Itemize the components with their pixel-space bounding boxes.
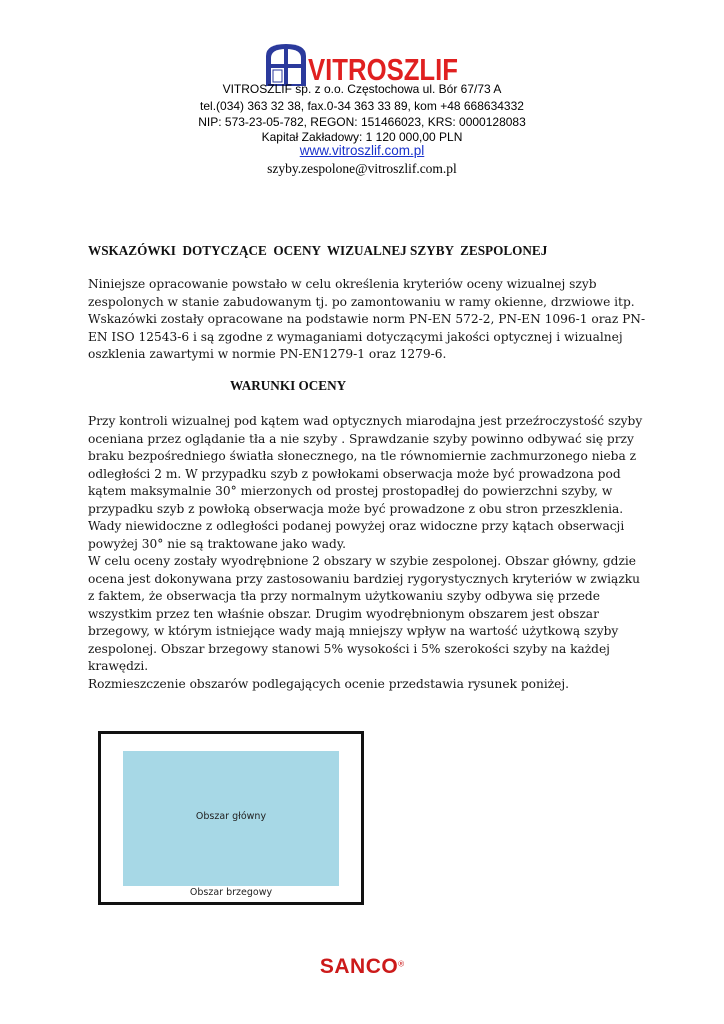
website-link[interactable]: www.vitroszlif.com.pl — [299, 143, 425, 158]
conditions-paragraph-2: W celu oceny zostały wyodrębnione 2 obszary w szybie zespolonej. Obszar główny, gdzie ocena jest dokonywana przy zastosowaniu bardziej rygorystycznych kryteriów w związku z faktem, że obserwacja tła przy normalnym użytkowaniu szyby odbywa się przede wszystkim przez ten właśnie obszar. Drugim wyodrębnionym obszarem jest obszar brzegowy, w którym istniejące wady mają mniejszy wpływ na wartość użytkową szyby zespolonej. Obszar brzegowy stanowi 5% wysokości i 5% szerokości szyby na każdej krawędzi. — [88, 554, 640, 673]
logo-wordmark: VITROSZLIF — [308, 52, 458, 87]
glass-pane-diagram — [98, 731, 364, 905]
edge-area-label: Obszar brzegowy — [189, 887, 273, 898]
window-icon — [266, 44, 306, 86]
conditions-paragraph-3: Rozmieszczenie obszarów podlegających ocenie przedstawia rysunek poniżej. — [88, 676, 570, 691]
email-address: szyby.zespolone@vitroszlif.com.pl — [267, 161, 457, 176]
sanco-logo — [0, 955, 724, 979]
company-registry: NIP: 573-23-05-782, REGON: 151466023, KRS: 0000128083 — [198, 115, 526, 129]
section-heading: WARUNKI OCENY — [230, 378, 347, 393]
registered-mark: ® — [398, 959, 405, 969]
sanco-wordmark: SANCO — [319, 955, 399, 978]
company-address: VITROSZLIF sp. z o.o. Częstochowa ul. Bór 67/73 A — [222, 82, 502, 96]
conditions-paragraph-1: Przy kontroli wizualnej pod kątem wad optycznych miarodajna jest przeźroczystość szyby oceniana przez oglądanie tła a nie szyby . Sprawdzanie szyby powinno odbywać się przy braku bezpośredniego światła słonecznego, na tle równomiernie zachmurzonego nieba z odległości 2 m. W przypadku szyb z powłokami obserwacja może być prowadzona pod kątem maksymalnie 30° mierzonych od prostej prostopadłej do powierzchni szyby, w przypadku szyb z powłoką obserwacja może być prowadzone z obu stron przeszklenia. Wady niewidoczne z odległości podanej powyżej oraz widoczne przy kątach obserwacji powyżej 30° nie są traktowane jako wady. — [88, 414, 643, 551]
company-capital: Kapitał Zakładowy: 1 120 000,00 PLN — [261, 130, 463, 144]
company-phone: tel.(034) 363 32 38, fax.0-34 363 33 89, kom +48 668634332 — [200, 99, 524, 113]
intro-text: Niniejsze opracowanie powstało w celu określenia kryteriów oceny wizualnej szyb zespolonych w stanie zabudowanym tj. po zamontowaniu w ramy okienne, drzwiowe itp. Wskazówki zostały opracowane na podstawie norm PN-EN 572-2, PN-EN 1096-1 oraz PN-EN ISO 12543-6 i są zgodne z wymaganiami dotyczącymi jakości optycznej i wizualnej oszklenia zawartymi w normie PN-EN1279-1 oraz 1279-6. — [88, 277, 646, 361]
main-area-label: Obszar główny — [195, 811, 267, 822]
main-area-region — [123, 751, 339, 886]
document-title: WSKAZÓWKI DOTYCZĄCE OCENY WIZUALNEJ SZYBY ZESPOLONEJ — [88, 243, 548, 258]
conditions-section — [88, 413, 648, 693]
intro-paragraph — [88, 276, 648, 364]
